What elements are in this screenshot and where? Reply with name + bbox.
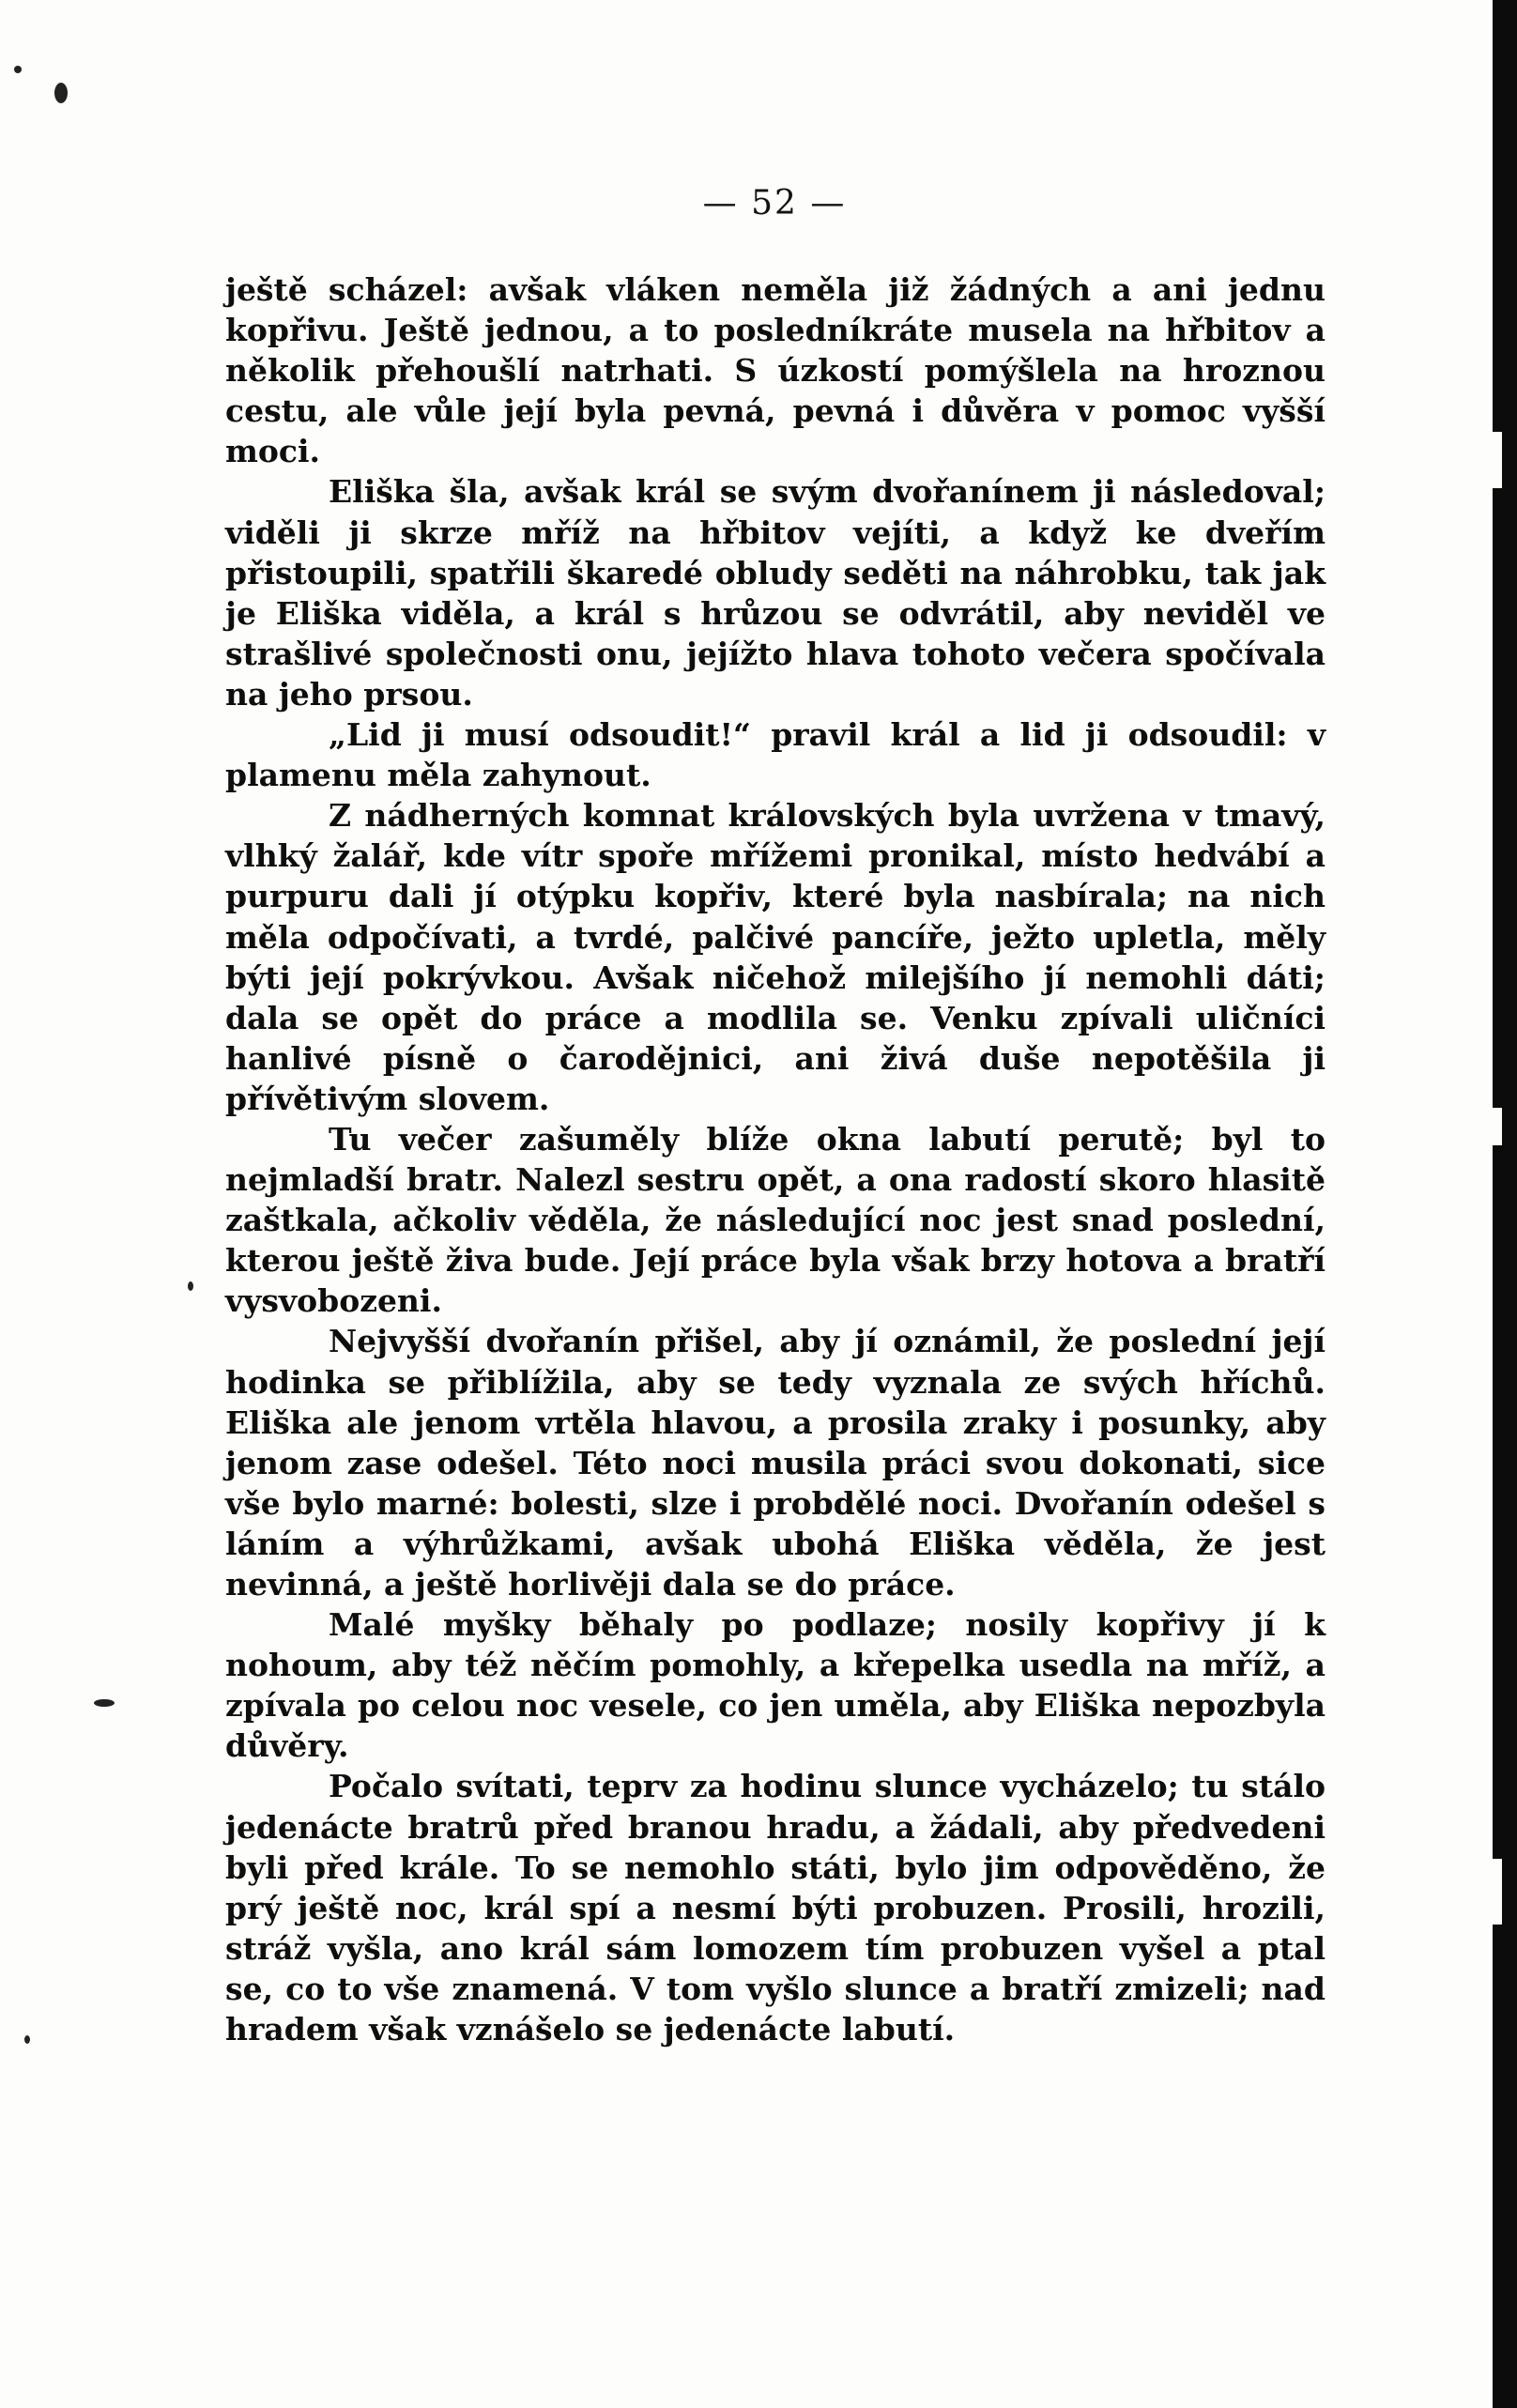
body-text [225,269,1325,2049]
paragraph-6: Nejvyšší dvořanín přišel, aby jí oznámil, že poslední její hodinka se přiblížila, aby se tedy vyznala ze svých hříchů. Eliška ale jenom vrtěla hlavou, a prosila zraky i posunky, aby jenom zase odešel. Této noci musila práci svou dokonati, sice vše bylo marné: bolesti, slze i probdělé noci. Dvořanín odešel s láním a výhrůžkami, avšak ubohá Eliška věděla, že jest nevinná, a ještě horlivěji dala se do práce. [225,1323,1325,1603]
page-number: — 52 — [702,184,847,222]
paragraph-5: Tu večer zašuměly blíže okna labutí perutě; byl to nejmladší bratr. Nalezl sestru opět, a ona radostí skoro hlasitě zaštkala, ačkoliv věděla, že následující noc jest snad poslední, kterou ještě živa bude. Její práce byla však brzy hotova a bratří vysvobozeni. [225,1120,1325,1320]
edge-nick [1493,1859,1502,1925]
scan-speck [188,1281,193,1291]
scan-speck [94,1699,115,1707]
scan-speck [14,66,22,73]
paragraph-4: Z nádherných komnat královských byla uvržena v tmavý, vlhký žalář, kde vítr spoře mřížemi pronikal, místo hedvábí a purpuru dali jí otýpku kopřiv, které byla nasbírala; na nich měla odpočívati, a tvrdé, palčivé pancíře, ježto upletla, měly býti její pokrývkou. Avšak ničehož milejšího jí nemohli dáti; dala se opět do práce a modlila se. Venku zpívali uličníci hanlivé písně o čarodějnici, ani živá duše nepotěšila ji přívětivým slovem. [225,797,1325,1117]
paragraph-8: Počalo svítati, teprv za hodinu slunce vycházelo; tu stálo jedenácte bratrů před branou hradu, a žádali, aby předvedeni byli před krále. To se nemohlo státi, bylo jim odpověděno, že prý ještě noc, král spí a nesmí býti probuzen. Prosili, hrozili, stráž vyšla, ano král sám lomozem tím probuzen vyšel a ptal se, co to vše znamená. V tom vyšlo slunce a bratří zmizeli; nad hradem však vznášelo se jedenácte labutí. [225,1768,1325,2048]
edge-nick [1493,432,1502,488]
scan-dark-edge [1493,0,1517,2408]
scan-speck [54,83,68,103]
paragraph-7: Malé myšky běhaly po podlaze; nosily kopřivy jí k nohoum, aby též něčím pomohly, a křepelka usedla na mříž, a zpívala po celou noc vesele, co jen uměla, aby Eliška nepozbyla důvěry. [225,1606,1325,1765]
paragraph-3: „Lid ji musí odsoudit!“ pravil král a lid ji odsoudil: v plamenu měla zahynout. [225,716,1325,794]
paragraph-2: Eliška šla, avšak král se svým dvořanínem ji následoval; viděli ji skrze mříž na hřbitov vejíti, a když ke dveřím přistoupili, spatřili škaredé obludy seděti na náhrobku, tak jak je Eliška viděla, a král s hrůzou se odvrátil, aby neviděl ve strašlivé společnosti onu, jejížto hlava tohoto večera spočívala na jeho prsou. [225,473,1325,713]
edge-nick [1493,1108,1502,1145]
scan-speck [24,2035,30,2044]
paragraph-1: ještě scházel: avšak vláken neměla již žádných a ani jednu kopřivu. Ještě jednou, a to posledníkráte musela na hřbitov a několik přehoušlí natrhati. S úzkostí pomýšlela na hroznou cestu, ale vůle její byla pevná, pevná i důvěra v pomoc vyšší moci. [225,271,1325,470]
